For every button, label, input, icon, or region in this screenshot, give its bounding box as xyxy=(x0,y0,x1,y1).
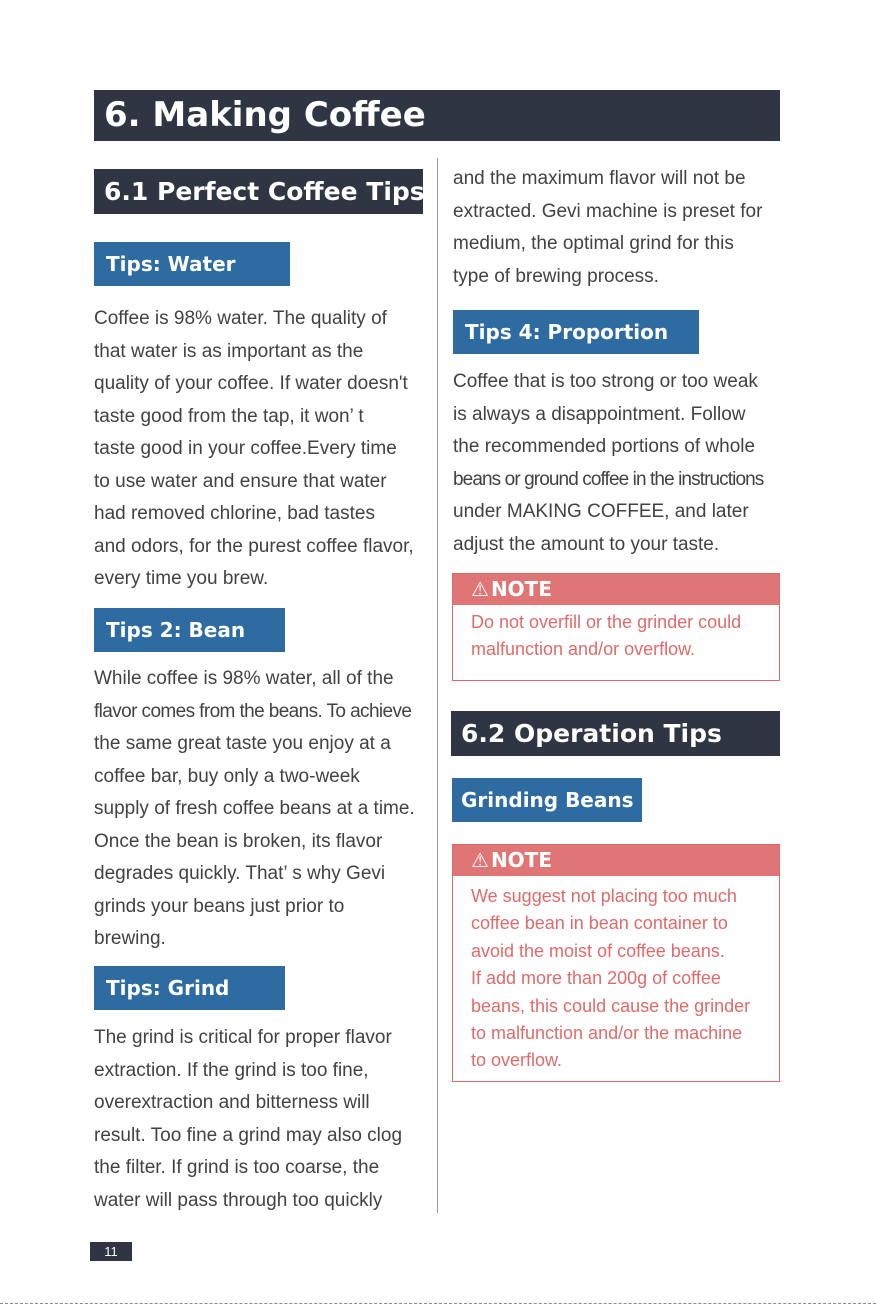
text-line: overextraction and bitterness will xyxy=(94,1092,370,1113)
tip-water-text xyxy=(94,303,414,596)
note-heading: NOTE xyxy=(490,848,552,872)
warning-icon: ⚠ xyxy=(471,577,489,601)
text-line: extraction. If the grind is too fine, xyxy=(94,1059,369,1081)
text-line: to malfunction and/or the machine xyxy=(471,1022,743,1043)
text-line: coffee bar, buy only a two-week xyxy=(94,765,360,787)
text-line: grinds your beans just prior to xyxy=(94,895,345,917)
tip-proportion-text xyxy=(453,366,763,561)
text-line: We suggest not placing too much xyxy=(471,886,737,906)
text-line: and odors, for the purest coffee flavor, xyxy=(94,535,414,557)
text-line: Coffee is 98% water. The quality of xyxy=(94,308,387,329)
text-line: flavor comes from the beans. To achieve xyxy=(94,700,412,722)
text-line: the filter. If grind is too coarse, the xyxy=(94,1157,380,1178)
text-line: had removed chlorine, bad tastes xyxy=(94,503,375,524)
warning-icon: ⚠ xyxy=(471,848,489,872)
text-line: type of brewing process. xyxy=(453,265,659,287)
text-line: brewing. xyxy=(94,928,166,949)
note-text xyxy=(453,605,779,664)
text-line: beans or ground coffee in the instructions xyxy=(453,468,764,490)
page-number: 11 xyxy=(90,1242,132,1261)
section-heading-perfect-coffee-tips: 6.1 Perfect Coffee Tips xyxy=(94,169,423,214)
note-header xyxy=(453,845,779,876)
text-line: quality of your coffee. If water doesn't xyxy=(94,373,408,394)
page-title: 6. Making Coffee xyxy=(94,90,780,141)
text-line: adjust the amount to your taste. xyxy=(453,533,720,555)
text-line: If add more than 200g of coffee xyxy=(471,968,721,989)
text-line: beans, this could cause the grinder xyxy=(471,995,751,1016)
text-line: Do not overfill or the grinder could xyxy=(471,612,742,632)
text-line: degrades quickly. That’ s why Gevi xyxy=(94,863,386,884)
text-line: result. Too fine a grind may also clog xyxy=(94,1124,403,1146)
text-line: Coffee that is too strong or too weak xyxy=(453,371,758,392)
note-box-overfill xyxy=(452,573,780,681)
text-line: Once the bean is broken, its flavor xyxy=(94,830,383,852)
tip-heading-water: Tips: Water xyxy=(94,242,290,286)
text-line: water will pass through too quickly xyxy=(94,1189,383,1211)
text-line: every time you brew. xyxy=(94,568,269,589)
text-line: to overflow. xyxy=(471,1050,563,1071)
section-heading-operation-tips: 6.2 Operation Tips xyxy=(451,711,780,756)
note-heading: NOTE xyxy=(490,577,552,601)
text-line: under MAKING COFFEE, and later xyxy=(453,501,749,522)
text-line: While coffee is 98% water, all of the xyxy=(94,668,394,689)
text-line: avoid the moist of coffee beans. xyxy=(471,940,725,961)
text-line: The grind is critical for proper flavor xyxy=(94,1027,392,1048)
text-line: and the maximum flavor will not be xyxy=(453,168,746,189)
note-text xyxy=(453,876,779,1075)
tip-grind-text xyxy=(94,1022,402,1217)
text-line: the recommended portions of whole xyxy=(453,436,756,457)
text-line: supply of fresh coffee beans at a time. xyxy=(94,798,415,819)
text-line: medium, the optimal grind for this xyxy=(453,233,734,254)
tip-heading-grind: Tips: Grind xyxy=(94,966,285,1010)
text-line: that water is as important as the xyxy=(94,340,364,362)
tip-heading-proportion: Tips 4: Proportion xyxy=(453,310,699,354)
text-line: the same great taste you enjoy at a xyxy=(94,733,391,754)
column-divider xyxy=(437,158,438,1213)
tip-heading-grinding-beans: Grinding Beans xyxy=(452,778,642,822)
text-line: malfunction and/or overflow. xyxy=(471,639,696,660)
bottom-dashed-rule xyxy=(0,1303,876,1304)
tip-bean-text xyxy=(94,663,415,956)
text-line: is always a disappointment. Follow xyxy=(453,403,746,425)
text-line: coffee bean in bean container to xyxy=(471,913,728,934)
text-line: to use water and ensure that water xyxy=(94,470,387,492)
note-header xyxy=(453,574,779,605)
text-line: taste good from the tap, it won’ t xyxy=(94,405,364,427)
text-line: extracted. Gevi machine is preset for xyxy=(453,200,763,222)
text-line: taste good in your coffee.Every time xyxy=(94,438,397,459)
note-box-bean-container xyxy=(452,844,780,1082)
tip-heading-bean: Tips 2: Bean xyxy=(94,608,285,652)
tip-grind-text-continued xyxy=(453,163,762,293)
